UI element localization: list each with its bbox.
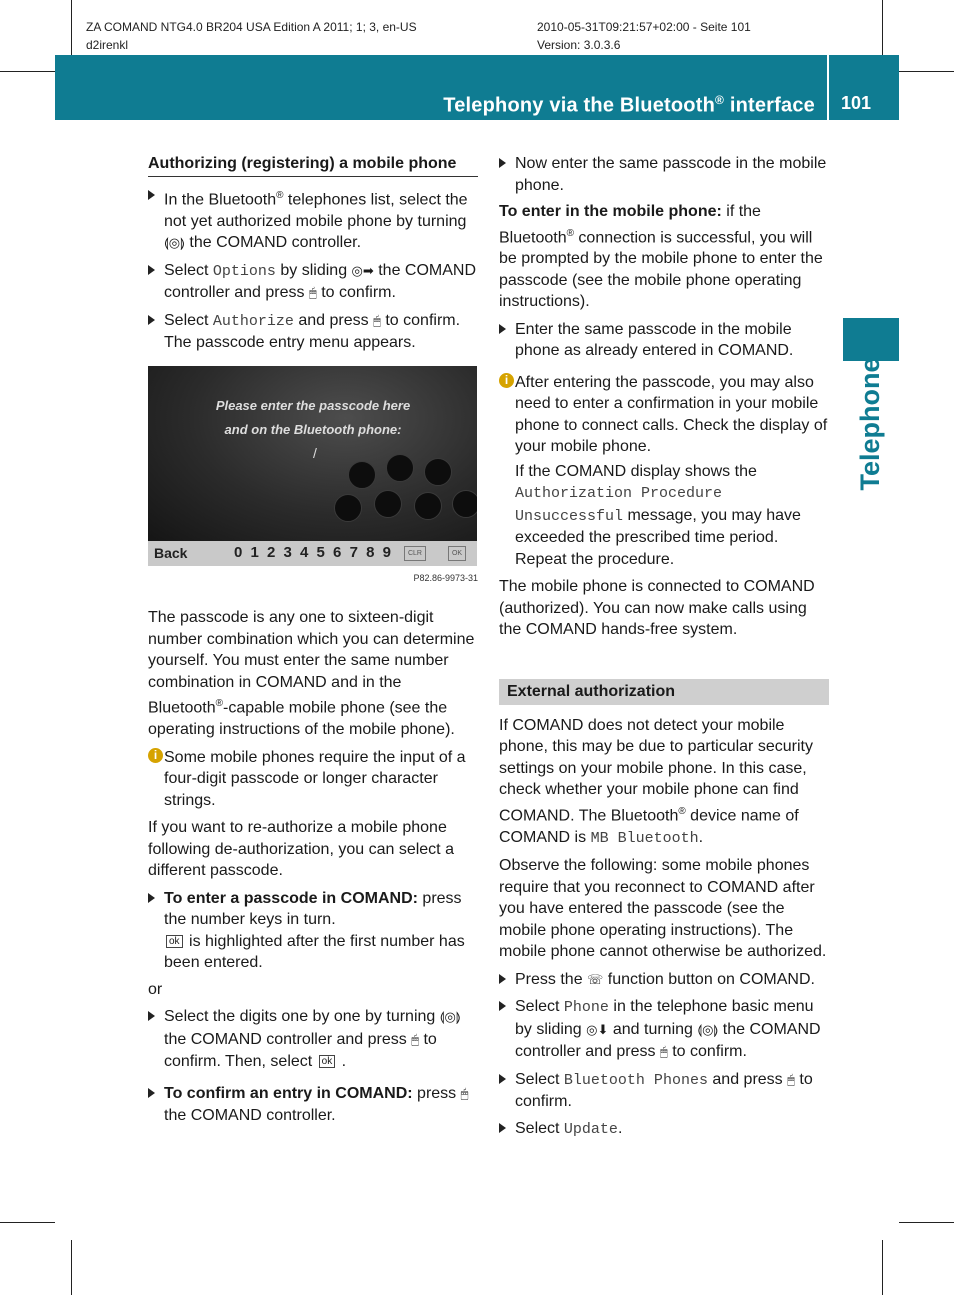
instruction-step: Select Authorize and press 🖱 to confirm. The passcode entry menu appears. [148,310,478,354]
crop-mark [882,0,883,55]
print-meta-right [537,18,751,54]
arrow-icon [148,265,155,275]
print-meta-left [86,18,417,54]
instruction-step: Now enter the same passcode in the mobile phone. [499,153,829,196]
turn-controller-icon: ⟬◎⟭ [439,1010,461,1026]
paragraph: The passcode is any one to sixteen-digit number combination which you can determine yourself. You must enter the same number combination in COMAND and in the Bluetooth®-capable mobile phone (see the operating instructions of the mobile phone). [148,609,475,739]
info-icon: i [148,748,163,763]
ok-button[interactable]: OK [448,546,466,561]
right-column [499,153,829,1145]
page-title: Telephony via the Bluetooth® interface [443,93,815,117]
paragraph: If you want to re-authorize a mobile phone following de-authorization, you can select a different passcode. [148,819,454,880]
chapter-label: Telephone [855,357,885,491]
slide-down-icon: ◎⬇ [586,1022,609,1038]
turn-controller-icon: ⟬◎⟭ [697,1022,719,1038]
arrow-icon [148,1088,155,1098]
keypad-button [414,492,442,520]
ok-key-icon: ok [166,935,183,948]
crop-mark [0,71,55,72]
info-text: If the COMAND display shows the Authorization Procedure Unsuccessful message, you may have exceeded the prescribed time period. Repeat the procedure. [515,462,801,568]
instruction-step: To confirm an entry in COMAND: press 🖱 the COMAND controller. [148,1083,478,1127]
crop-mark [0,1222,55,1223]
arrow-icon [148,190,155,200]
keypad-button [452,490,477,518]
arrow-icon [499,1123,506,1133]
header-divider [827,55,829,120]
telephone-function-button-icon: ☏ [587,972,604,988]
instruction-step: Select Phone in the telephone basic menu by sliding ◎⬇ and turning ⟬◎⟭ the COMAND controller and press 🖱 to confirm. [499,996,829,1064]
paragraph: If COMAND does not detect your mobile phone, this may be due to particular security settings on your mobile phone. In this case, check whether your mobile phone can find COMAND. The Bluetooth® device name of COMAND is MB Bluetooth. [499,716,813,847]
crop-mark [71,0,72,55]
info-note [499,372,829,571]
crop-mark [899,1222,954,1223]
instruction-step: Press the ☏ function button on COMAND. [499,969,829,992]
press-controller-icon: 🖱 [308,286,317,302]
instruction-step: In the Bluetooth® telephones list, select the not yet authorized mobile phone by turning ⟬◎⟭ the COMAND controller. [148,185,478,255]
digit-keys[interactable]: 0 1 2 3 4 5 6 7 8 9 [234,543,393,561]
section-heading: External authorization [499,679,829,705]
instruction-step: Enter the same passcode in the mobile phone as already entered in COMAND. [499,319,829,362]
press-controller-icon: 🖱 [411,1032,420,1048]
crop-mark [899,71,954,72]
press-controller-icon: 🖱 [787,1072,795,1088]
instruction-step: Select Update. [499,1118,829,1141]
back-button[interactable]: Back [154,544,188,561]
arrow-icon [148,893,155,903]
arrow-icon [148,315,155,325]
paragraph: Observe the following: some mobile phones require that you reconnect to COMAND after you have entered the passcode (see the mobile phone operating instructions). The mobile phone cannot otherwise be authorized. [499,857,827,961]
info-note: i Some mobile phones require the input of a four-digit passcode or longer character strings. [148,747,478,812]
press-controller-icon: 🖱 [659,1045,668,1061]
screen-message-line: Please enter the passcode here [215,397,411,413]
arrow-icon [499,1001,506,1011]
text-cursor: / [313,444,317,461]
paragraph: To enter in the mobile phone: if the Bluetooth® connection is successful, you will be prompted by the mobile phone to enter the passcode (see the mobile phone operating instructions). [499,203,823,311]
keypad-button [374,490,402,518]
instruction-step: Select Bluetooth Phones and press 🖱 to confirm. [499,1069,829,1113]
comand-screenshot [148,366,477,566]
keypad-button [386,454,414,482]
arrow-icon [499,1074,506,1084]
turn-controller-icon: ⟬◎⟭ [164,236,185,252]
keypad-button [348,461,376,489]
figure-id: P82.86-9973-31 [413,572,478,583]
meta-line: d2irenkl [86,38,129,52]
ok-key-icon: ok [319,1055,336,1068]
left-column [148,153,478,1132]
press-controller-icon: 🖱 [460,1086,469,1102]
section-heading: Authorizing (registering) a mobile phone [148,153,478,177]
meta-line: 2010-05-31T09:21:57+02:00 - Seite 101 [537,20,751,34]
instruction-step: Select the digits one by one by turning ⟬◎⟭ the COMAND controller and press 🖱 to confirm. Then, select ok . [148,1006,478,1073]
arrow-icon [499,324,506,334]
arrow-icon [499,158,506,168]
page-number: 101 [841,93,872,113]
paragraph: or [148,980,163,998]
info-icon: i [499,373,514,388]
arrow-icon [499,974,506,984]
page-header [55,55,899,120]
meta-line: Version: 3.0.3.6 [537,38,621,52]
info-text: After entering the passcode, you may also need to enter a confirmation in your mobile phone to connect calls. Check the display of your mobile phone. [515,373,828,456]
screen-message [188,394,438,442]
meta-line: ZA COMAND NTG4.0 BR204 USA Edition A 2011; 1; 3, en-US [86,20,417,34]
crop-mark [882,1240,883,1295]
arrow-icon [148,1011,155,1021]
keypad-button [424,458,452,486]
clear-button[interactable]: CLR [404,546,426,561]
slide-right-icon: ◎➡ [351,263,374,279]
press-controller-icon: 🖱 [373,313,381,329]
paragraph: The mobile phone is connected to COMAND (authorized). You can now make calls using the COMAND hands-free system. [499,578,815,639]
keypad-button [334,494,362,522]
screen-message-line: and on the Bluetooth phone: [224,421,402,437]
crop-mark [71,1240,72,1295]
instruction-step: Select Options by sliding ◎➡ the COMAND controller and press 🖱 to confirm. [148,260,478,305]
instruction-step: To enter a passcode in COMAND: press the number keys in turn. ok is highlighted after the first number has been entered. [148,888,478,974]
